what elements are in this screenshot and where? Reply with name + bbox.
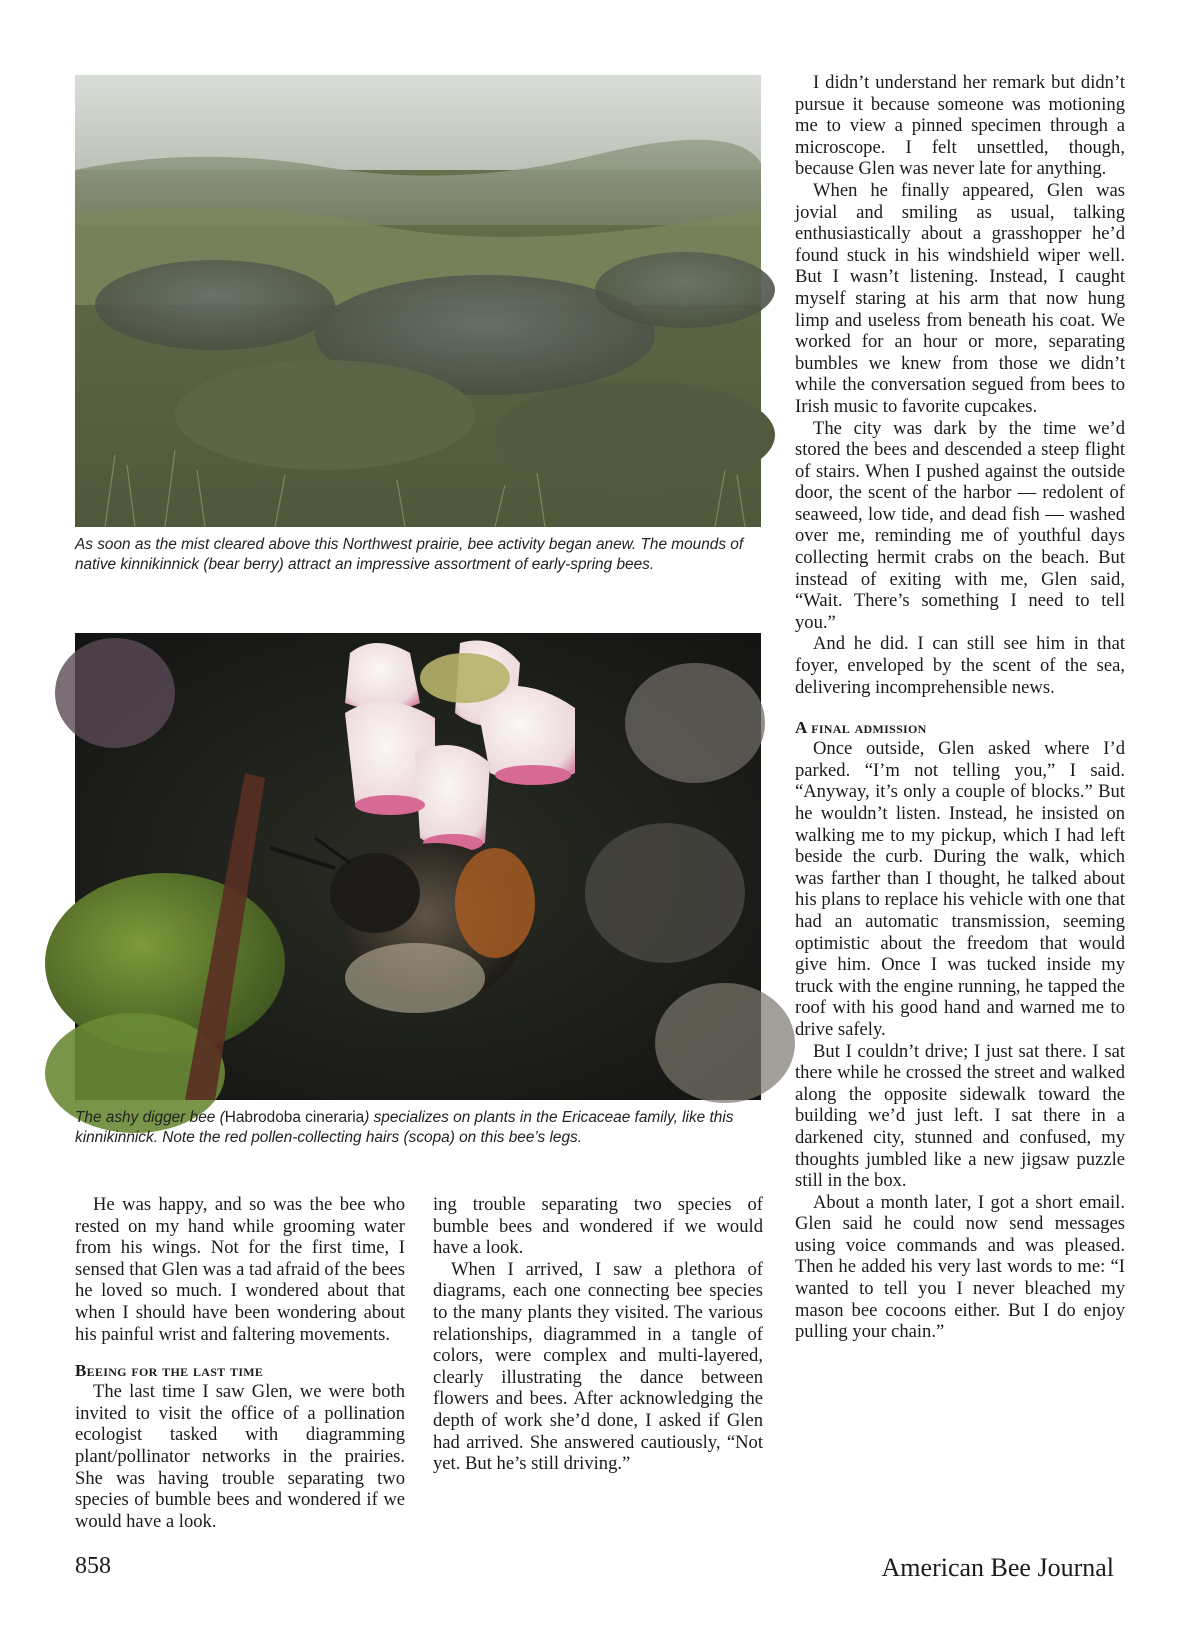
section-heading-final-admission: A final admission xyxy=(795,718,927,738)
right-paragraph-4: And he did. I can still see him in that foyer, enveloped by the scent of the sea, delivering incomprehensible news. xyxy=(795,633,1125,698)
bee-photo xyxy=(75,633,761,1100)
prairie-photo-caption: As soon as the mist cleared above this Northwest prairie, bee activity began anew. The mounds of native kinnikinnick (bear berry) attract an impressive assortment of early-spring bees. xyxy=(75,536,744,573)
journal-name: American Bee Journal xyxy=(881,1553,1114,1582)
bee-caption-species: Habrodoba cineraria xyxy=(224,1109,365,1126)
right-paragraph-3: The city was dark by the time we’d stored the bees and descended a steep flight of stairs. When I pushed against the outside door, the scent of the harbor — redolent of seaweed, low tide, and dead fish — washed over me, reminding me of youthful days collecting hermit crabs on the beach. But instead of exiting with me, Glen said, “Wait. There’s something I need to tell you.” xyxy=(795,417,1125,633)
left-column xyxy=(75,1194,405,1532)
prairie-photo xyxy=(75,75,761,527)
right-paragraph-2: When he finally appeared, Glen was jovial and smiling as usual, talking enthusiastically about a grasshopper he’d found stuck in his windshield wiper well. But I wasn’t listening. Instead, I caught myself staring at his arm that now hung limp and useless from beneath his coat. We worked for an hour or more, separating bumbles we knew from those we didn’t while the conversation segued from bees to Irish music to favorite cupcakes. xyxy=(795,179,1125,417)
middle-paragraph-1: ing trouble separating two species of bumble bees and wondered if we would have a look. xyxy=(433,1194,763,1259)
right-column xyxy=(795,72,1125,1343)
bee-photo-image xyxy=(75,633,761,1100)
section-heading-beeing: Beeing for the last time xyxy=(75,1361,264,1381)
right-paragraph-5: Once outside, Glen asked where I’d parked. “I’m not telling you,” I said. “Anyway, it’s only a couple of blocks.” But he wouldn’t listen. Instead, he insisted on walking me to my pickup, which I had left beside the curb. During the walk, which was farther than I thought, he talked about his plans to replace his vehicle with one that had an automatic transmission, seeming optimistic about the freedom that would give him. Once I was tucked inside my truck with the engine running, he tapped the roof with his good hand and warned me to drive safely. xyxy=(795,738,1125,1040)
right-paragraph-6: But I couldn’t drive; I just sat there. I sat there while he crossed the street and walked along the opposite sidewalk toward the building we’d just left. I sat there in a darkened city, stunned and confused, my thoughts jumbled like a new jigsaw puzzle still in the box. xyxy=(795,1040,1125,1192)
middle-paragraph-2: When I arrived, I saw a plethora of diagrams, each one connecting bee species to the many plants they visited. The various relationships, diagrammed in a tangle of colors, were complex and multi-layered, clearly illustrating the dance between flowers and bees. After acknowledging the depth of work she’d done, I asked if Glen had arrived. She answered cautiously, “Not yet. But he’s still driving.” xyxy=(433,1258,763,1475)
left-paragraph-1: He was happy, and so was the bee who rested on my hand while grooming water from his wings. Not for the first time, I sensed that Glen was a tad afraid of the bees he loved so much. I wondered about that when I should have been wondering about his painful wrist and faltering movements. xyxy=(75,1194,405,1345)
bee-caption-pre: The ashy digger bee ( xyxy=(75,1109,225,1126)
bee-caption-post: ) specializes on plants in the Ericaceae family, like this kinnikinnick. Note the red pollen-collecting hairs (scopa) on this bee’s legs. xyxy=(75,1109,734,1146)
prairie-photo-image xyxy=(75,75,761,527)
middle-column xyxy=(433,1194,763,1475)
left-paragraph-2: The last time I saw Glen, we were both invited to visit the office of a pollination ecologist tasked with diagramming plant/pollinator networks in the prairies. She was having trouble separating two species of bumble bees and wondered if we would have a look. xyxy=(75,1381,405,1532)
right-paragraph-7: About a month later, I got a short email. Glen said he could now send messages using voice commands and was pleased. Then he added his very last words to me: “I wanted to tell you I never bleached my mason bee cocoons either. But I do enjoy pulling your chain.” xyxy=(795,1191,1125,1343)
right-paragraph-1: I didn’t understand her remark but didn’t pursue it because someone was motioning me to view a pinned specimen through a microscope. I felt unsettled, though, because Glen was never late for anything. xyxy=(795,72,1125,180)
page-number: 858 xyxy=(75,1553,111,1579)
bee-photo-caption xyxy=(75,1108,761,1148)
